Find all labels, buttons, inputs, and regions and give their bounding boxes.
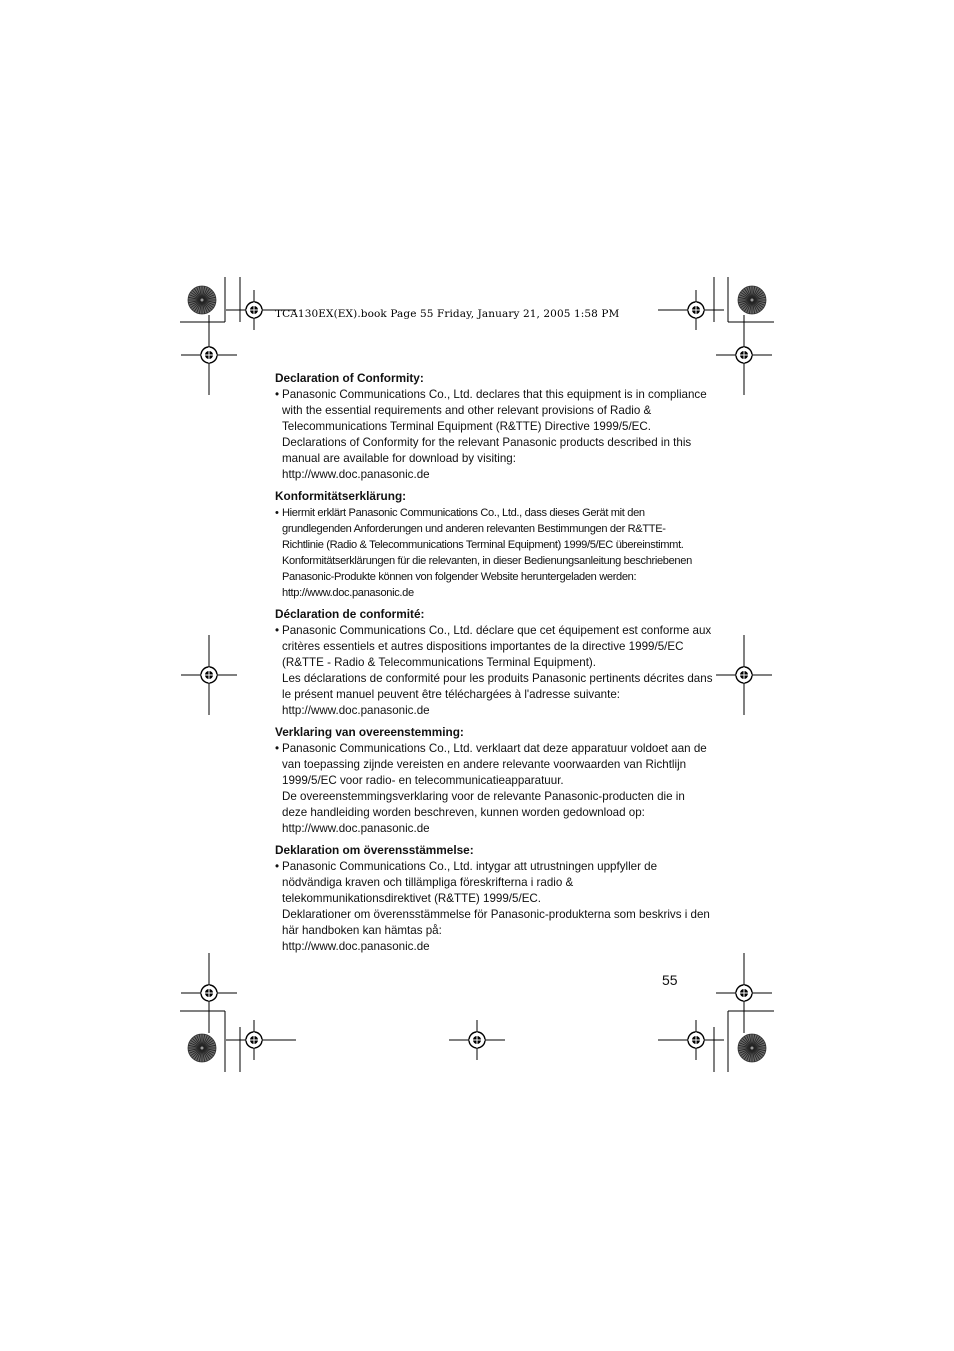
text-line: Les déclarations de conformité pour les produits Panasonic pertinents décrites dans bbox=[282, 672, 713, 685]
url-text: http://www.doc.panasonic.de bbox=[282, 704, 430, 717]
url-text: http://www.doc.panasonic.de bbox=[282, 468, 430, 481]
bullet-icon: • bbox=[275, 860, 280, 873]
list-item bbox=[275, 741, 707, 837]
text-line: telekommunikationsdirektivet (R&TTE) 1999/5/EC. bbox=[282, 892, 542, 905]
text-line: Declarations of Conformity for the relevant Panasonic products described in this bbox=[282, 436, 692, 449]
text-line: 1999/5/EC voor radio- en telecommunicatieapparatuur. bbox=[282, 774, 564, 787]
text-line: le présent manuel peuvent être téléchargées à l'adresse suivante: bbox=[282, 688, 620, 701]
book-page-header: TCA130EX(EX).book Page 55 Friday, January 21, 2005 1:58 PM bbox=[275, 308, 620, 320]
starburst-target-icon bbox=[738, 1034, 766, 1062]
text-line: nödvändiga kraven och tillämpliga föreskrifterna i radio & bbox=[282, 876, 574, 889]
text-line: Hiermit erklärt Panasonic Communications Co., Ltd., dass dieses Gerät mit den bbox=[282, 507, 645, 519]
text-line: with the essential requirements and other relevant provisions of Radio & bbox=[282, 404, 652, 417]
list-item bbox=[275, 387, 707, 483]
section-heading: Déclaration de conformité: bbox=[275, 607, 425, 621]
text-line: Richtlinie (Radio & Telecommunications Terminal Equipment) 1999/5/EC übereinstimmt. bbox=[282, 539, 684, 551]
starburst-target-icon bbox=[188, 286, 216, 314]
list-item bbox=[275, 623, 713, 719]
text-line: manual are available for download by visiting: bbox=[282, 452, 516, 465]
list-item bbox=[275, 505, 692, 601]
section-konformitaetserklaerung bbox=[275, 488, 692, 601]
section-declaration-of-conformity bbox=[275, 370, 707, 483]
section-heading: Deklaration om överensstämmelse: bbox=[275, 843, 474, 857]
declarations-content bbox=[275, 370, 713, 960]
text-line: grundlegenden Anforderungen und anderen relevanten Bestimmungen der R&TTE- bbox=[282, 523, 666, 535]
starburst-target-icon bbox=[738, 286, 766, 314]
bullet-icon: • bbox=[275, 742, 280, 755]
list-item bbox=[275, 859, 710, 955]
text-line: deze handleiding worden beschreven, kunnen worden gedownload op: bbox=[282, 806, 645, 819]
section-heading: Verklaring van overeenstemming: bbox=[275, 725, 464, 739]
text-line: här handboken kan hämtas på: bbox=[282, 924, 442, 937]
starburst-target-icon bbox=[188, 1034, 216, 1062]
text-line: Telecommunications Terminal Equipment (R&TTE) Directive 1999/5/EC. bbox=[282, 420, 651, 433]
text-line: Konformitätserklärungen für die relevanten, in dieser Bedienungsanleitung beschriebenen bbox=[282, 555, 692, 567]
section-declaration-de-conformite bbox=[275, 606, 713, 719]
bullet-icon: • bbox=[275, 624, 280, 637]
text-line: critères essentiels et autres dispositions importantes de la directive 1999/5/EC bbox=[282, 640, 684, 653]
section-verklaring-van-overeenstemming bbox=[275, 724, 707, 837]
section-deklaration-om-overensstammelse bbox=[275, 842, 710, 955]
text-line: Panasonic Communications Co., Ltd. déclare que cet équipement est conforme aux bbox=[282, 624, 712, 637]
url-text: http://www.doc.panasonic.de bbox=[282, 822, 430, 835]
text-line: Panasonic Communications Co., Ltd. declares that this equipment is in compliance bbox=[282, 388, 707, 401]
url-text: http://www.doc.panasonic.de bbox=[282, 940, 430, 953]
bullet-icon: • bbox=[275, 507, 279, 519]
bullet-icon: • bbox=[275, 388, 280, 401]
text-line: Deklarationer om överensstämmelse för Panasonic-produkterna som beskrivs i den bbox=[282, 908, 710, 921]
text-line: Panasonic Communications Co., Ltd. intygar att utrustningen uppfyller de bbox=[282, 860, 658, 873]
text-line: (R&TTE - Radio & Telecommunications Terminal Equipment). bbox=[282, 656, 597, 669]
text-line: Panasonic-Produkte können von folgender Website heruntergeladen werden: bbox=[282, 571, 637, 583]
text-line: De overeenstemmingsverklaring voor de relevante Panasonic-producten die in bbox=[282, 790, 685, 803]
page-number: 55 bbox=[662, 972, 678, 988]
section-heading: Declaration of Conformity: bbox=[275, 371, 424, 385]
text-line: van toepassing zijnde vereisten en andere relevante voorwaarden van Richtlijn bbox=[282, 758, 687, 771]
text-line: Panasonic Communications Co., Ltd. verklaart dat deze apparatuur voldoet aan de bbox=[282, 742, 707, 755]
url-text: http://www.doc.panasonic.de bbox=[282, 587, 414, 599]
section-heading: Konformitätserklärung: bbox=[275, 489, 407, 503]
